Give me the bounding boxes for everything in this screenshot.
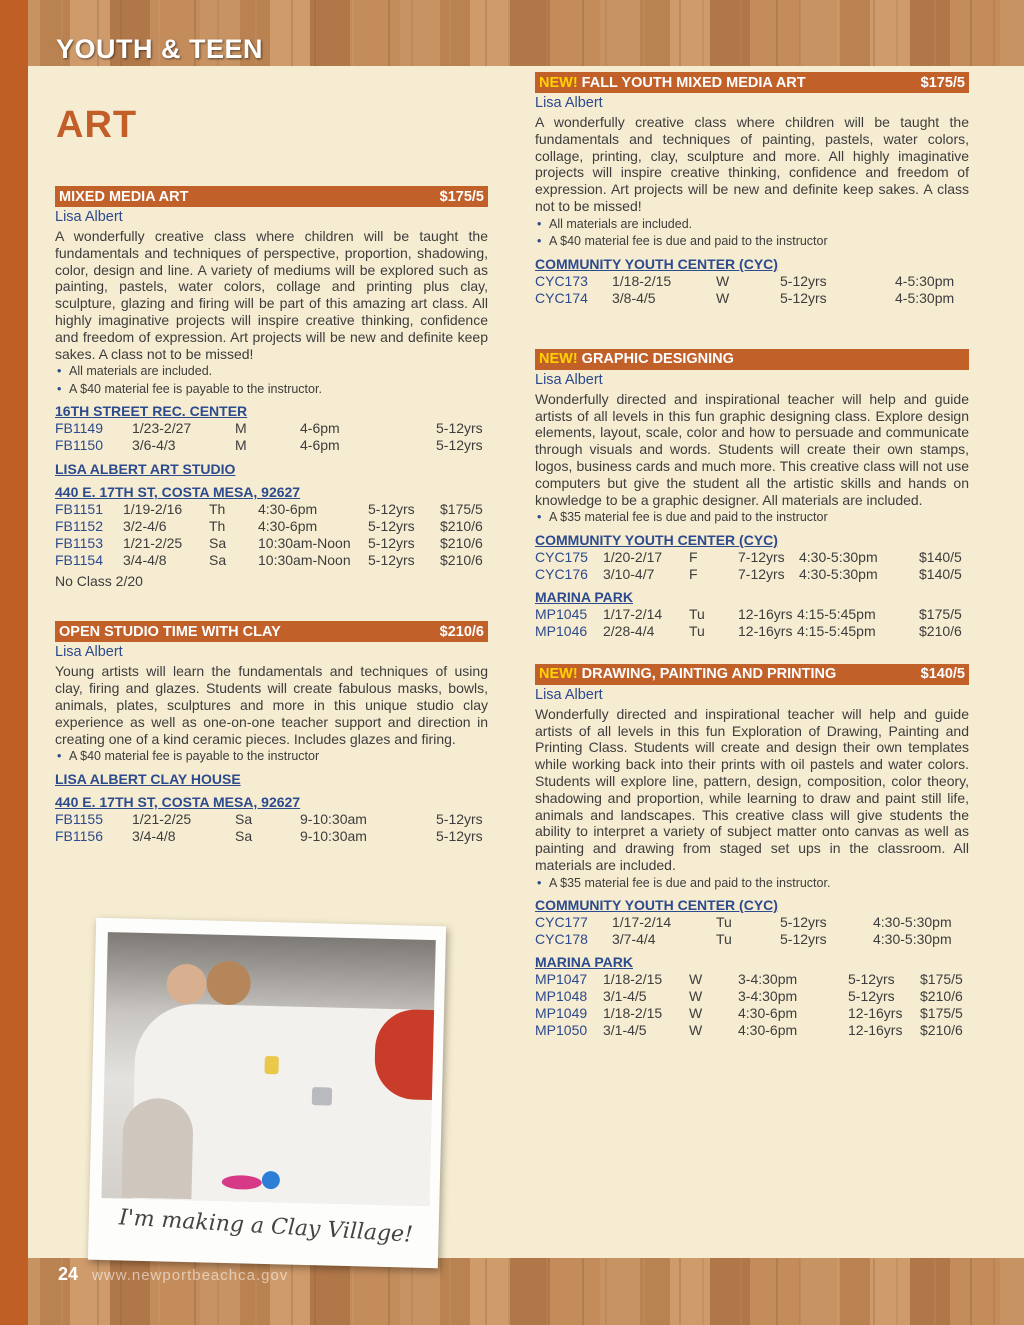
table-cell: 9-10:30am [300,827,367,844]
class-bar-fall-mixed-media [535,72,969,93]
table-cell: $140/5 [919,565,962,582]
table-cell: 5-12yrs [780,289,827,306]
course-code[interactable]: MP1049 [535,1005,588,1022]
table-row [535,273,969,290]
table-cell: $175/5 [920,1005,963,1022]
table-cell: 5-12yrs [780,914,827,931]
table-cell: Sa [235,827,253,844]
table-cell: 1/18-2/15 [612,272,672,289]
kids-clay-photo [101,932,435,1206]
class-price: $140/5 [920,666,965,683]
page-footer [58,1264,288,1285]
location-address[interactable]: 440 E. 17TH ST, COSTA MESA, 92627 [55,793,301,810]
location-heading[interactable]: MARINA PARK [535,588,633,605]
table-row [535,290,969,307]
table-cell: 1/17-2/14 [603,605,663,622]
table-cell: 1/23-2/27 [132,420,192,437]
course-code[interactable]: CYC178 [535,931,588,948]
course-code[interactable]: FB1153 [55,535,103,552]
table-cell: 12-16yrs [848,1005,903,1022]
bullet-item: • A $35 material fee is due and paid to the instructor. [535,875,969,893]
table-cell: $210/6 [440,535,483,552]
table-cell: W [689,988,703,1005]
table-cell: $140/5 [919,548,962,565]
table-cell: 5-12yrs [368,552,415,569]
location-heading[interactable]: COMMUNITY YOUTH CENTER (CYC) [535,897,778,914]
location-heading[interactable]: MARINA PARK [535,954,633,971]
course-code[interactable]: CYC175 [535,548,588,565]
course-code[interactable]: MP1048 [535,988,588,1005]
bullet-item: • A $40 material fee is payable to the instructor. [55,381,488,399]
new-badge: NEW! [539,666,578,683]
table-cell: 5-12yrs [436,827,483,844]
table-cell: Sa [209,552,227,569]
table-cell: $175/5 [920,971,963,988]
instructor-name: Lisa Albert [535,686,603,703]
class-bar-mixed-media [55,186,488,207]
table-cell: 4:30-5:30pm [873,914,952,931]
class-title: OPEN STUDIO TIME WITH CLAY [59,623,281,640]
class-description: A wonderfully creative class where children will be taught the fundamentals and techniques of painting, pastels, water colors, collage, printing, clay, sculpture and more. All highly imaginative projects will inspire creative thinking, confidence and freedom of expression. Art projects will be new and definite keep sakes. A class not to be missed! [535,114,969,214]
table-cell: 3/7-4/4 [612,931,656,948]
schedule-table [55,811,488,845]
schedule-table [535,606,969,640]
table-cell: $210/6 [919,622,962,639]
course-code[interactable]: MP1046 [535,622,588,639]
table-cell: W [716,289,730,306]
bullet-list [55,363,488,398]
table-row [535,566,969,583]
class-bar-drawing [535,664,969,685]
table-cell: 4:15-5:45pm [797,605,876,622]
table-cell: Sa [209,535,227,552]
table-cell: Tu [716,931,732,948]
table-row [535,914,969,931]
table-cell: 5-12yrs [780,272,827,289]
course-code[interactable]: MP1050 [535,1022,588,1039]
new-badge: NEW! [539,351,578,368]
class-price: $175/5 [439,188,484,205]
schedule-table [55,420,488,454]
table-cell: 4:30-6pm [738,1005,798,1022]
instructor-name: Lisa Albert [535,95,603,111]
table-cell: 1/20-2/17 [603,548,663,565]
table-cell: 3/4-4/8 [132,827,176,844]
table-row [535,988,969,1005]
table-row [55,420,488,437]
table-cell: F [689,565,698,582]
table-row [535,1022,969,1039]
table-cell: 3-4:30pm [738,971,798,988]
class-description: A wonderfully creative class where children will be taught the fundamentals and techniques of perspective, proportion, shadowing, color, design and line. A variety of mediums will be explored such as painting, pastels, water colors, collage and printing plus clay, sculpture, glazing and firing will be part of this amazing art class. All highly imaginative projects will inspire creative thinking, confidence and freedom of expression. Art projects will be new and definite keep sakes. A class not to be missed! [55,228,488,362]
table-row [535,971,969,988]
location-address[interactable]: 440 E. 17TH ST, COSTA MESA, 92627 [55,484,301,501]
course-code[interactable]: CYC177 [535,914,588,931]
table-row [55,811,488,828]
table-cell: 4-6pm [300,420,340,437]
left-accent-stripe [0,0,28,1325]
section-header: YOUTH & TEEN [56,34,264,64]
class-price: $210/6 [439,623,484,640]
table-cell: 5-12yrs [436,420,483,437]
table-cell: 12-16yrs [848,1022,903,1039]
location-heading[interactable]: LISA ALBERT CLAY HOUSE [55,770,241,787]
table-row [535,623,969,640]
class-description: Young artists will learn the fundamentals and techniques of using clay, firing and glazes. Students will create fabulous masks, bowls, animals, plates, sculptures and more in this unique studio clay experience as well as one-on-one teacher support and direction in creating one of a kind ceramic pieces. Includes glazes and firing. [55,663,488,747]
table-cell: 5-12yrs [368,535,415,552]
course-code[interactable]: FB1154 [55,552,103,569]
table-cell: 3-4:30pm [738,988,798,1005]
table-cell: 5-12yrs [780,931,827,948]
schedule-table [535,914,969,948]
table-cell: 4:30-5:30pm [799,548,878,565]
table-cell: 4-6pm [300,437,340,454]
table-row [55,552,488,569]
table-cell: 7-12yrs [738,565,785,582]
class-title: GRAPHIC DESIGNING [581,351,734,368]
table-cell: 4-5:30pm [895,289,955,306]
location-heading[interactable]: 16TH STREET REC. CENTER [55,403,248,420]
table-cell: 1/17-2/14 [612,914,672,931]
table-cell: 4:30-5:30pm [799,565,878,582]
class-title: FALL YOUTH MIXED MEDIA ART [581,74,806,91]
course-code[interactable]: FB1152 [55,518,103,535]
table-row [55,535,488,552]
course-code[interactable]: FB1156 [55,827,103,844]
table-cell: $210/6 [440,552,483,569]
table-cell: 12-16yrs [738,605,793,622]
table-cell: $210/6 [920,1022,963,1039]
table-cell: Th [209,501,226,518]
table-row [55,437,488,454]
table-cell: W [689,971,703,988]
class-note: No Class 2/20 [55,573,143,590]
schedule-table [55,501,488,569]
table-cell: W [716,272,730,289]
table-cell: Tu [689,622,705,639]
page-number: 24 [58,1264,79,1284]
class-bar-clay [55,621,488,642]
table-cell: 3/2-4/6 [123,518,167,535]
instructor-name: Lisa Albert [55,644,123,661]
course-code[interactable]: FB1155 [55,810,103,827]
table-cell: 5-12yrs [848,988,895,1005]
right-column [535,72,969,1039]
course-code[interactable]: MP1045 [535,605,588,622]
location-heading[interactable]: COMMUNITY YOUTH CENTER (CYC) [535,531,778,548]
table-cell: 5-12yrs [368,501,415,518]
table-row [55,518,488,535]
bullet-item: • A $40 material fee is due and paid to the instructor [535,233,969,251]
table-row [535,1005,969,1022]
table-row [535,931,969,948]
table-cell: M [235,437,247,454]
table-cell: 1/21-2/25 [123,535,183,552]
table-cell: 4:15-5:45pm [797,622,876,639]
class-description: Wonderfully directed and inspirational teacher will help and guide artists of all levels in this fun graphic designing class. Explore design elements, layout, scale, color and how to persuade and communicate through visuals and words. Students will create their own stamps, logos, business cards and much more. This creative class will not use computers but give the student all the artistic skills and hands on knowledge to be a graphic designer. All materials are included. [535,390,969,508]
location-heading[interactable]: COMMUNITY YOUTH CENTER (CYC) [535,255,778,272]
class-title: DRAWING, PAINTING AND PRINTING [581,666,837,683]
class-title: MIXED MEDIA ART [59,188,189,205]
class-price: $175/5 [920,74,965,91]
table-cell: $210/6 [440,518,483,535]
bullet-list [535,509,969,527]
bullet-list [535,875,969,893]
table-cell: 3/6-4/3 [132,437,176,454]
bullet-list [535,216,969,251]
bullet-item: • A $35 material fee is due and paid to the instructor [535,509,969,527]
table-cell: $210/6 [920,988,963,1005]
table-cell: M [235,420,247,437]
instructor-name: Lisa Albert [55,209,123,225]
table-cell: 4-5:30pm [895,272,955,289]
table-cell: Th [209,518,226,535]
table-cell: 1/18-2/15 [603,971,663,988]
table-cell: W [689,1022,703,1039]
schedule-table [535,971,969,1039]
table-cell: F [689,548,698,565]
table-cell: 2/28-4/4 [603,622,655,639]
table-row [535,549,969,566]
course-code[interactable]: CYC174 [535,289,588,306]
table-cell: 4:30-5:30pm [873,931,952,948]
category-title: ART [56,104,138,146]
location-heading[interactable]: LISA ALBERT ART STUDIO [55,461,236,478]
table-row [55,501,488,518]
table-cell: 12-16yrs [738,622,793,639]
table-cell: 3/1-4/5 [603,1022,647,1039]
table-cell: 10:30am-Noon [258,552,351,569]
table-cell: 10:30am-Noon [258,535,351,552]
table-cell: 3/8-4/5 [612,289,656,306]
table-cell: $175/5 [919,605,962,622]
table-cell: 3/4-4/8 [123,552,167,569]
bullet-item: • A $40 material fee is payable to the instructor [55,748,488,766]
table-cell: 9-10:30am [300,810,367,827]
table-row [55,828,488,845]
class-bar-graphic [535,349,969,370]
photo-caption: I'm making a Clay Village! [118,1205,414,1248]
table-cell: $175/5 [440,501,483,518]
course-code[interactable]: MP1047 [535,971,588,988]
course-code[interactable]: CYC173 [535,272,588,289]
bullet-item: • All materials are included. [55,363,488,381]
course-code[interactable]: FB1149 [55,420,103,437]
table-cell: Sa [235,810,253,827]
bullet-item: • All materials are included. [535,216,969,234]
new-badge: NEW! [539,74,578,91]
table-cell: 4:30-6pm [258,518,318,535]
table-cell: 3/1-4/5 [603,988,647,1005]
table-cell: Tu [716,914,732,931]
left-column [55,186,488,845]
table-cell: Tu [689,605,705,622]
course-code[interactable]: FB1151 [55,501,103,518]
bullet-list [55,748,488,766]
table-cell: 5-12yrs [436,437,483,454]
table-cell: W [689,1005,703,1022]
table-row [535,606,969,623]
instructor-name: Lisa Albert [535,371,603,388]
table-cell: 1/18-2/15 [603,1005,663,1022]
class-description: Wonderfully directed and inspirational teacher will help and guide artists of all levels in this fun Exploration of Drawing, Painting and Printing Class. Students will create and design their own templates while working back into their prints with oil pastels and water colors. Students will explore line, pattern, design, composition, color theory, shadowing and proportion, while learning to draw and paint still life, animals and landscapes. This creative class will give students the ability to interpret a variety of subject matter onto canvas as well as painting and drawing from staged set ups in the classroom. All materials are included. [535,705,969,874]
table-cell: 5-12yrs [436,810,483,827]
photo-polaroid [88,918,446,1268]
footer-url[interactable]: www.newportbeachca.gov [92,1267,289,1284]
course-code[interactable]: FB1150 [55,437,103,454]
table-cell: 5-12yrs [848,971,895,988]
table-cell: 5-12yrs [368,518,415,535]
schedule-table [535,273,969,307]
table-cell: 7-12yrs [738,548,785,565]
schedule-table [535,549,969,583]
course-code[interactable]: CYC176 [535,565,588,582]
table-cell: 3/10-4/7 [603,565,655,582]
table-cell: 1/21-2/25 [132,810,192,827]
table-cell: 4:30-6pm [738,1022,798,1039]
table-cell: 1/19-2/16 [123,501,183,518]
table-cell: 4:30-6pm [258,501,318,518]
